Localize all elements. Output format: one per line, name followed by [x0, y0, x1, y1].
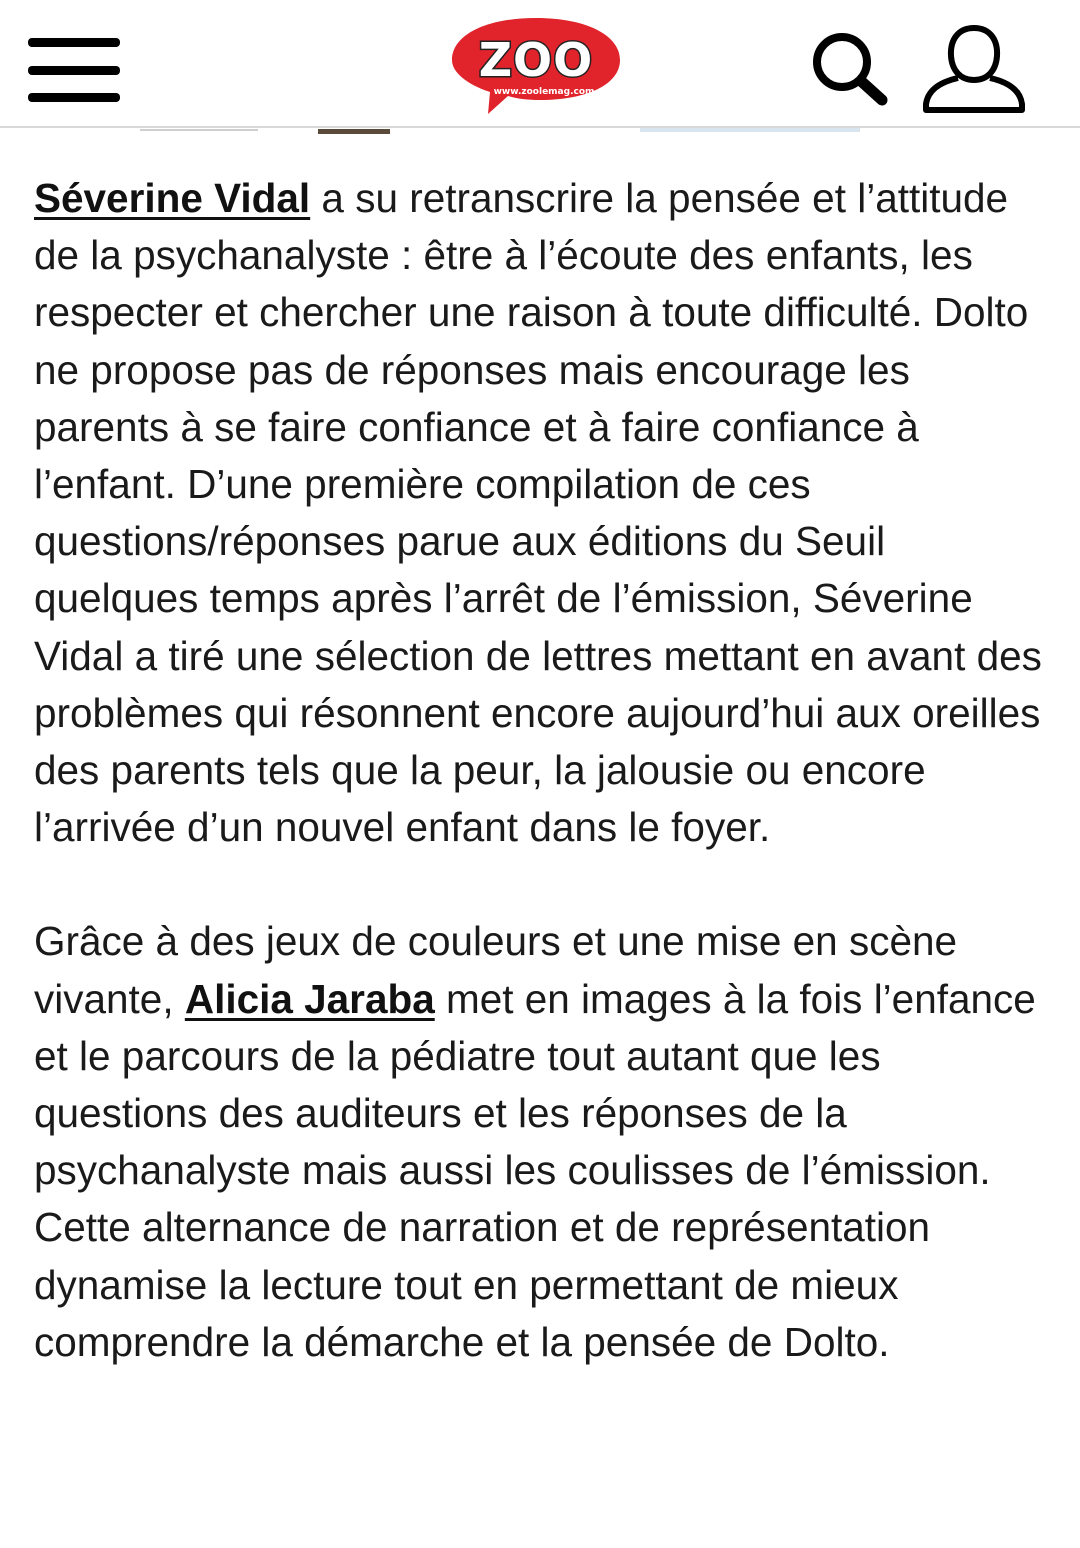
hamburger-menu-icon[interactable]: [28, 38, 122, 102]
menu-bar: [28, 66, 120, 75]
paragraph-text: met en images à la fois l’enfance et le parcours de la pédiatre tout autant que les questions des auditeurs et les réponses de la psychanalyste mais aussi les coulisses de l’émission. Cette alternance de narration et de représentation dynamise la lecture tout en permettant de mieux comprendre la démarche et la pensée de Dolto.: [34, 975, 1036, 1365]
search-icon[interactable]: [808, 28, 892, 108]
article-paragraph: [34, 170, 1054, 856]
paragraph-text: a su retranscrire la pensée et l’attitude de la psychanalyste : être à l’écoute des enfants, les respecter et chercher une raison à toute difficulté. Dolto ne propose pas de réponses mais encourage les parents à se faire confiance et à faire confiance à l’enfant. D’une première compilation de ces questions/réponses parue aux éditions du Seuil quelques temps après l’arrêt de l’émission, Séverine Vidal a tiré une sélection de lettres mettant en avant des problèmes qui résonnent encore aujourd’hui aux oreilles des parents tels que la peur, la jalousie ou encore l’arrivée d’un nouvel enfant dans le foyer.: [34, 175, 1042, 851]
menu-bar: [28, 93, 120, 102]
top-bar: [0, 0, 1080, 128]
menu-bar: [28, 38, 120, 47]
article-paragraph: [34, 913, 1054, 1371]
banner-image-edge: [0, 128, 1080, 136]
paragraph-text: Grâce à des jeux de couleurs et une mise en scène vivante,: [34, 918, 958, 1022]
author-link-alicia-jaraba[interactable]: Alicia Jaraba: [184, 975, 435, 1022]
user-icon[interactable]: [918, 20, 1030, 116]
article-body: [34, 170, 1054, 1371]
logo-subtext: www.zoolemag.com: [493, 87, 595, 97]
zoo-logo[interactable]: [448, 14, 624, 118]
author-link-severine-vidal[interactable]: Séverine Vidal: [34, 175, 311, 221]
logo-text: ZOO: [478, 33, 594, 87]
